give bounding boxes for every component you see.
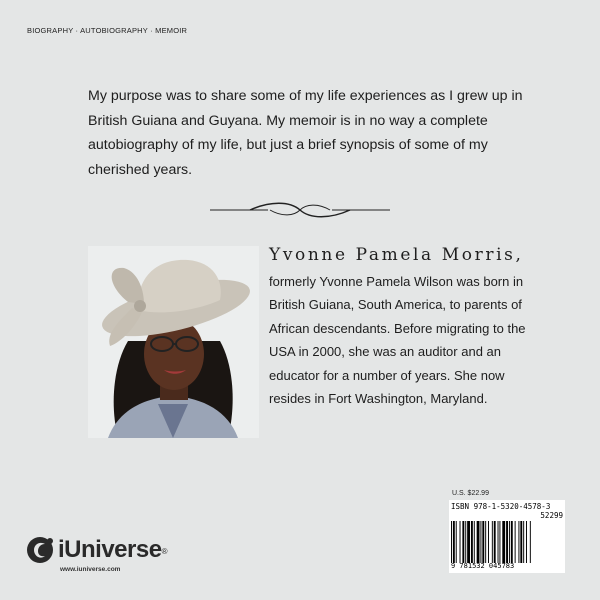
isbn-barcode [449, 500, 565, 573]
publisher-url: www.iuniverse.com [60, 566, 121, 573]
barcode-digits: 9 781532 045783 [451, 562, 515, 570]
isbn-price-code: 52299 [540, 511, 563, 520]
publisher-name: iUniverse [58, 536, 162, 563]
blurb-text: My purpose was to share some of my life experiences as I grew up in British Guiana and Guyana. My memoir is in no way a complete autobiography of my life, but just a brief synopsis of some of my cherished years. [88, 88, 523, 178]
author-name: Yvonne Pamela Morris, [269, 245, 524, 265]
ornament-divider [210, 199, 390, 221]
barcode-bars [451, 521, 563, 563]
genre-label: BIOGRAPHY · AUTOBIOGRAPHY · MEMOIR [27, 26, 188, 35]
author-bio-text: formerly Yvonne Pamela Wilson was born in British Guiana, South America, to parents of African descendants. Before migrating to the USA in 2000, she was an auditor and an educator for a number of years. She now resides in Fort Washington, Maryland. [269, 274, 526, 407]
isbn-number: ISBN 978-1-5320-4578-3 [451, 502, 551, 511]
iuniverse-swirl-icon [26, 535, 56, 565]
price-label: U.S. $22.99 [452, 490, 489, 497]
registered-mark: ® [161, 547, 167, 556]
author-bio [269, 242, 549, 410]
author-photo [88, 246, 259, 438]
